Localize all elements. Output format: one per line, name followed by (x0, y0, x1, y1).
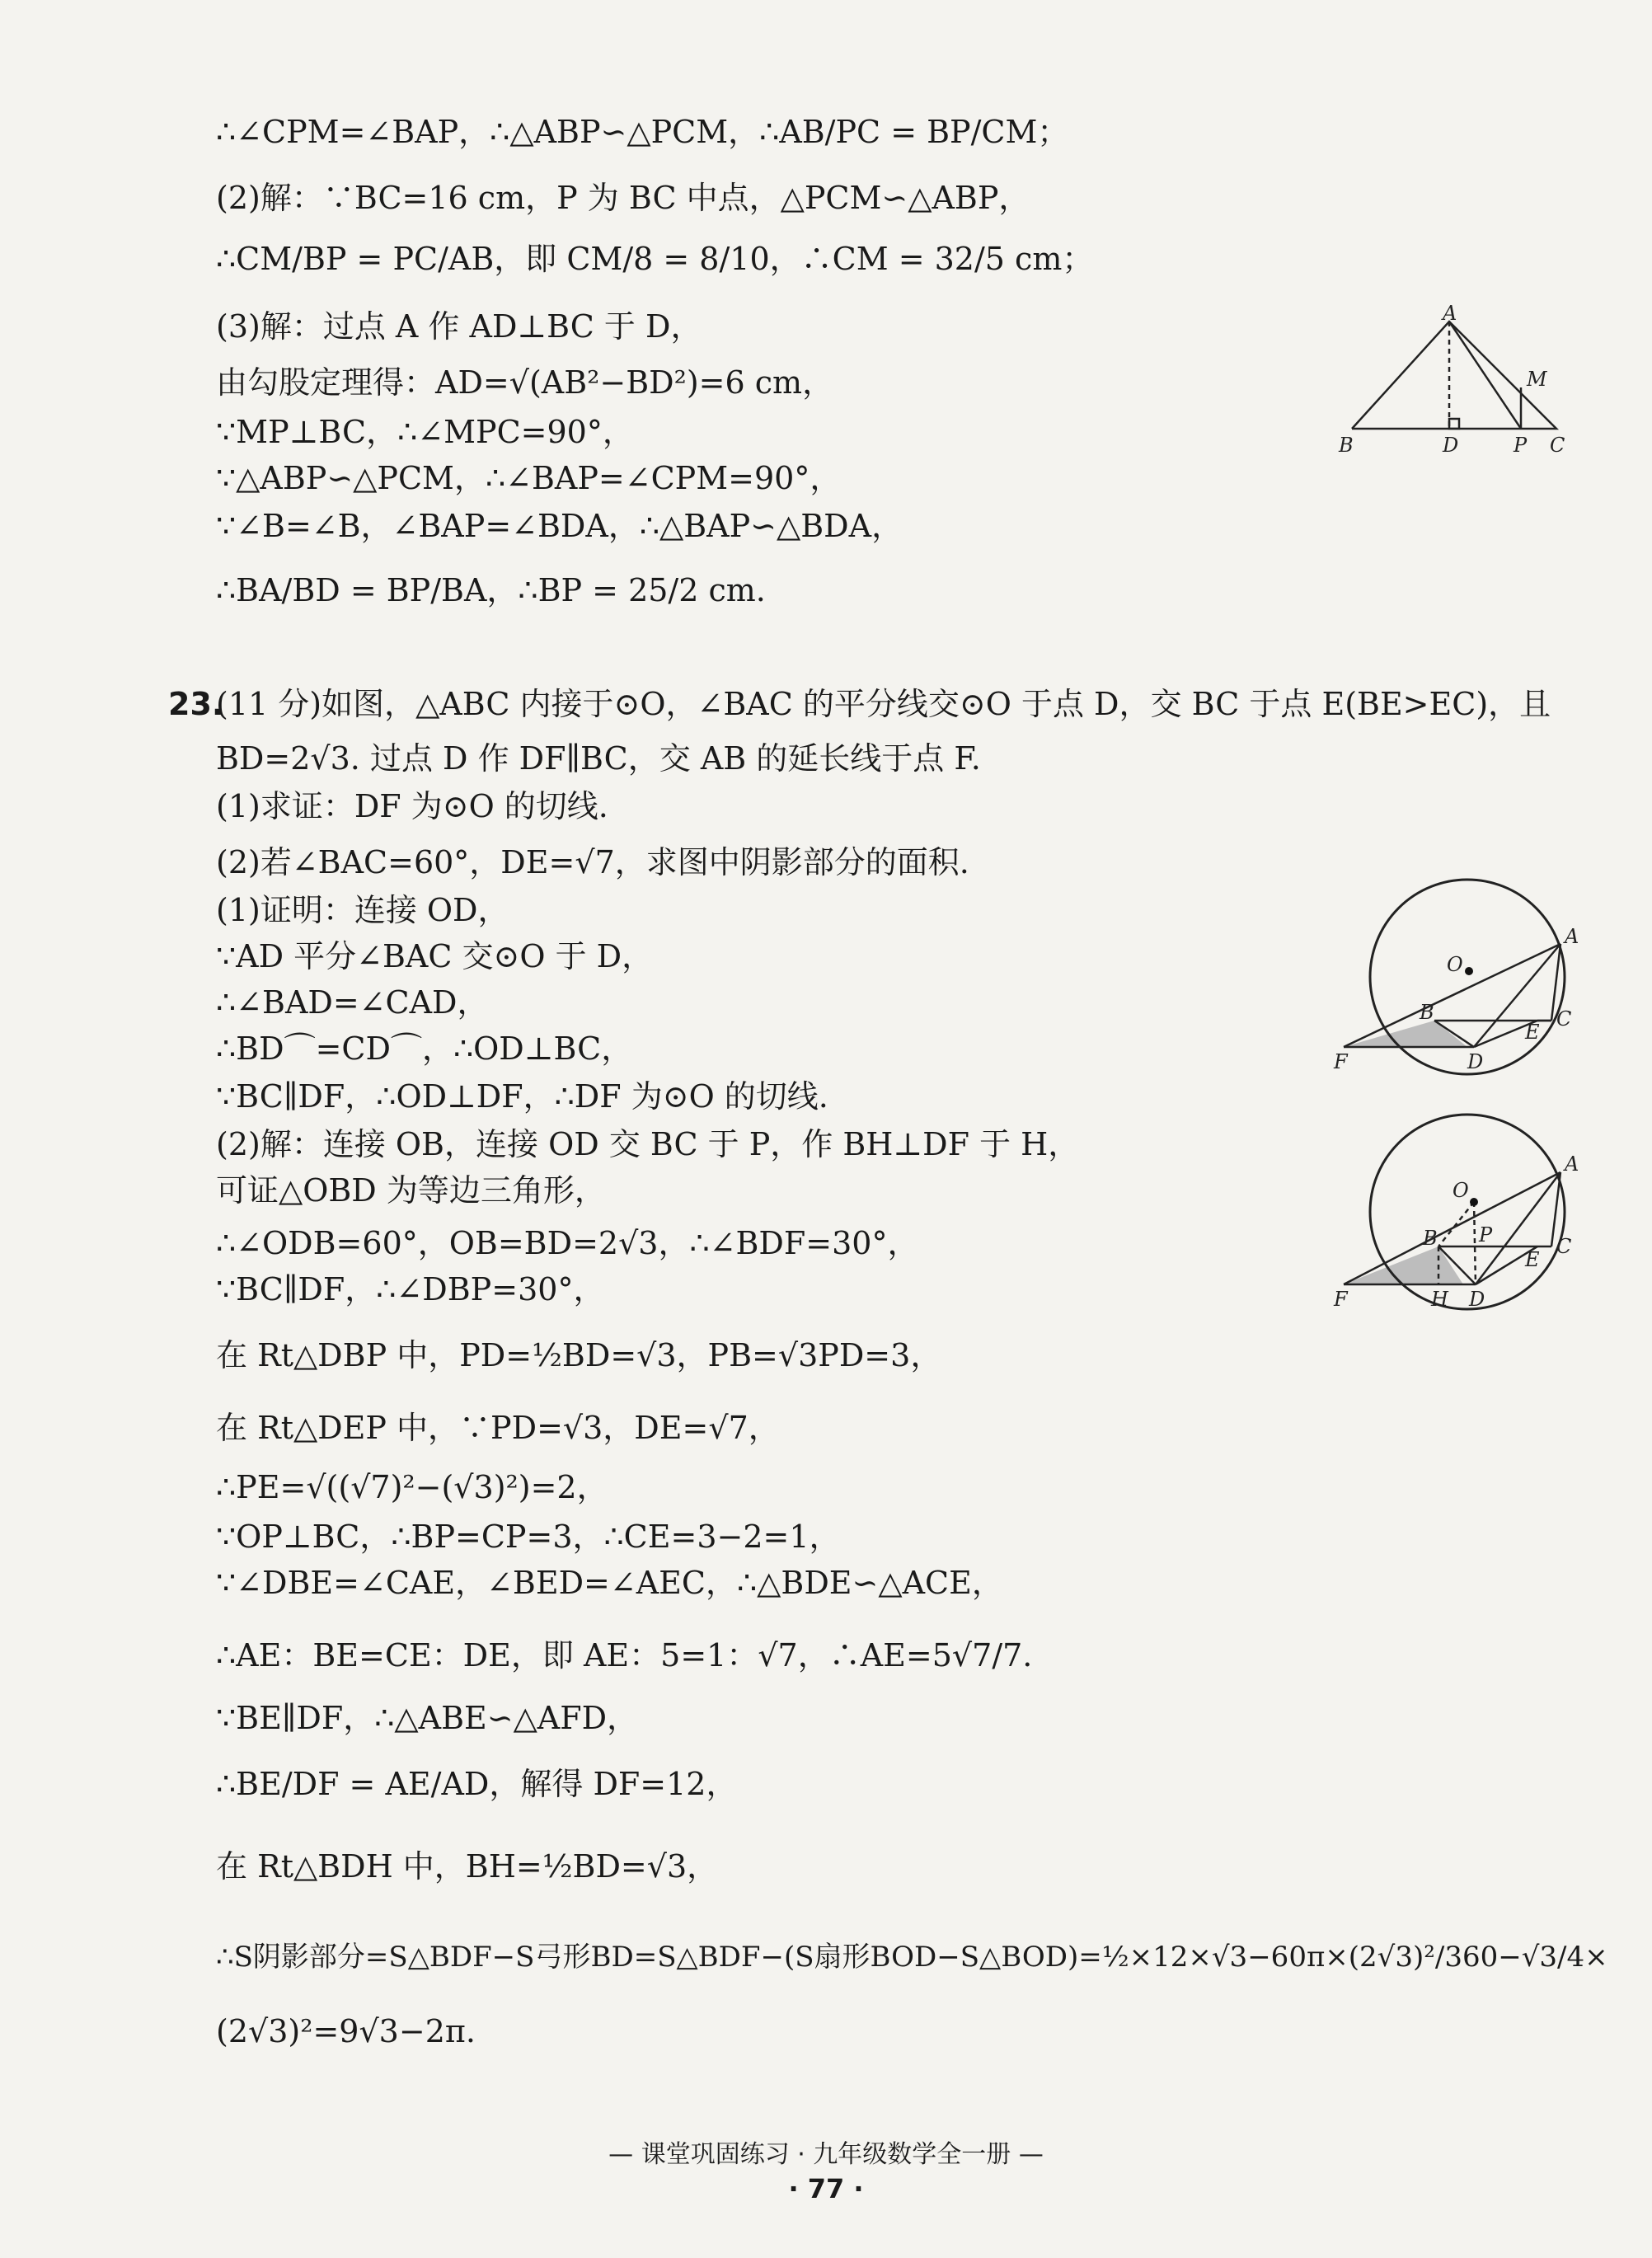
q23-sol-1: (1)证明：连接 OD， (216, 892, 509, 928)
label-D: D (1467, 1050, 1484, 1073)
label-D: D (1443, 434, 1459, 457)
circle-figure-23-1 (1327, 882, 1579, 1088)
label-F: F (1334, 1050, 1348, 1073)
label-B: B (1339, 434, 1354, 457)
q23-sol-5: ∵BC∥DF，∴OD⊥DF，∴DF 为⊙O 的切线. (216, 1078, 828, 1115)
q23-sol-16: ∵BE∥DF，∴△ABE∽△AFD， (216, 1700, 639, 1736)
q23-sol-2: ∵AD 平分∠BAC 交⊙O 于 D， (216, 938, 654, 974)
q23-sol-18: 在 Rt△BDH 中，BH=½BD=√3， (216, 1848, 719, 1885)
q23-sol-14: ∵∠DBE=∠CAE，∠BED=∠AEC，∴△BDE∽△ACE， (216, 1565, 1003, 1601)
q23-sol-13: ∵OP⊥BC，∴BP=CP=3，∴CE=3−2=1， (216, 1519, 841, 1555)
label-C: C (1550, 434, 1565, 457)
label-A: A (1443, 302, 1457, 325)
label-C: C (1556, 1235, 1572, 1258)
q23-stem-2: BD=2√3. 过点 D 作 DF∥BC，交 AB 的延长线于点 F. (216, 740, 981, 777)
q23-sol-11: 在 Rt△DEP 中，∵PD=√3，DE=√7， (216, 1410, 780, 1446)
q23-sol-8: ∴∠ODB=60°，OB=BD=2√3，∴∠BDF=30°， (216, 1225, 919, 1261)
q23-sol-3: ∴∠BAD=∠CAD， (216, 984, 489, 1021)
label-B: B (1420, 1001, 1434, 1024)
q23-stem-3: (1)求证：DF 为⊙O 的切线. (216, 788, 608, 824)
q22-line-3: ∴CM/BP = PC/AB，即 CM/8 = 8/10，∴CM = 32/5 cm； (216, 241, 1094, 277)
q23-sol-17: ∴BE/DF = AE/AD，解得 DF=12， (216, 1766, 738, 1802)
question-number: 23. (168, 686, 224, 722)
q23-sol-6: (2)解：连接 OB，连接 OD 交 BC 于 P，作 BH⊥DF 于 H， (216, 1126, 1080, 1162)
q23-sol-12: ∴PE=√((√7)²−(√3)²)=2， (216, 1469, 608, 1505)
book-footer: — 课堂巩固练习 · 九年级数学全一册 — (608, 2140, 1044, 2169)
circle-figure-23-2 (1327, 1121, 1579, 1327)
q23-sol-15: ∴AE：BE=CE：DE，即 AE：5=1：√7，∴AE=5√7/7. (216, 1637, 1033, 1674)
label-E: E (1525, 1248, 1540, 1271)
label-A: A (1565, 1152, 1579, 1176)
q23-sol-19: ∴S阴影部分=S△BDF−S弓形BD=S△BDF−(S扇形BOD−S△BOD)=½×12×√3−60π×(2√3)²/360−√3/4× (216, 1941, 1608, 1974)
label-F: F (1334, 1288, 1348, 1311)
q22-line-9: ∴BA/BD = BP/BA，∴BP = 25/2 cm. (216, 572, 766, 608)
label-O: O (1447, 953, 1463, 976)
q23-sol-20: (2√3)²=9√3−2π. (216, 2013, 476, 2049)
q23-sol-9: ∵BC∥DF，∴∠DBP=30°， (216, 1271, 605, 1307)
q23-sol-10: 在 Rt△DBP 中，PD=½BD=√3，PB=√3PD=3， (216, 1337, 942, 1373)
label-M: M (1527, 368, 1547, 391)
label-P: P (1479, 1223, 1493, 1246)
q22-line-1: ∴∠CPM=∠BAP，∴△ABP∽△PCM，∴AB/PC = BP/CM； (216, 114, 1069, 150)
q23-stem-4: (2)若∠BAC=60°，DE=√7，求图中阴影部分的面积. (216, 844, 969, 880)
q22-line-2: (2)解：∵BC=16 cm，P 为 BC 中点，△PCM∽△ABP， (216, 180, 1030, 216)
q22-line-7: ∵△ABP∽△PCM，∴∠BAP=∠CPM=90°， (216, 460, 842, 496)
q23-stem-1: (11 分)如图，△ABC 内接于⊙O，∠BAC 的平分线交⊙O 于点 D，交 BC 于点 E(BE>EC)，且 (216, 686, 1551, 722)
q22-line-4: (3)解：过点 A 作 AD⊥BC 于 D， (216, 308, 702, 345)
q23-sol-7: 可证△OBD 为等边三角形， (216, 1172, 606, 1209)
label-O: O (1453, 1179, 1469, 1202)
label-B: B (1423, 1227, 1438, 1250)
q22-line-6: ∵MP⊥BC，∴∠MPC=90°， (216, 414, 634, 450)
label-C: C (1556, 1007, 1572, 1030)
label-P: P (1514, 434, 1528, 457)
label-D: D (1469, 1288, 1485, 1311)
label-H: H (1431, 1288, 1448, 1311)
label-A: A (1565, 925, 1579, 948)
q22-line-8: ∵∠B=∠B，∠BAP=∠BDA，∴△BAP∽△BDA， (216, 508, 903, 544)
q22-line-5: 由勾股定理得：AD=√(AB²−BD²)=6 cm， (216, 364, 834, 401)
triangle-figure-22 (1327, 302, 1566, 462)
q23-sol-4: ∴BD⌒=CD⌒，∴OD⊥BC， (216, 1030, 633, 1067)
label-E: E (1525, 1021, 1540, 1044)
page-number: · 77 · (788, 2173, 864, 2204)
